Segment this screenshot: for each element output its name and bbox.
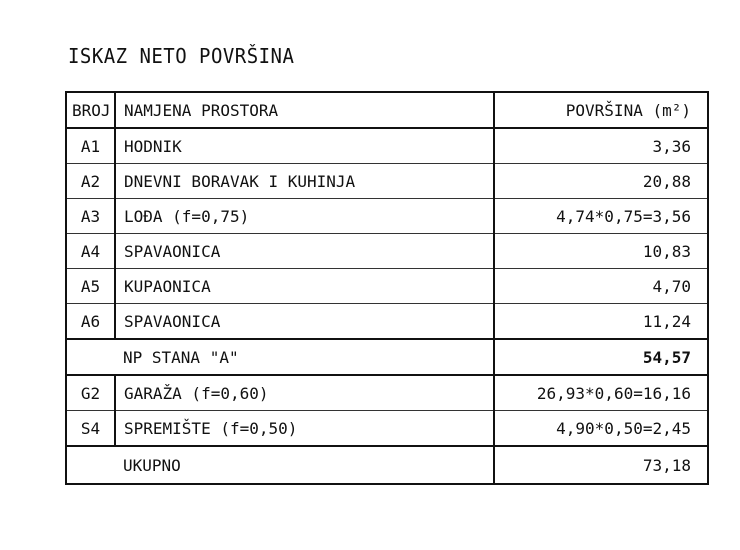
header-no: BROJ	[66, 92, 115, 128]
total-label: UKUPNO	[115, 446, 494, 484]
table-row	[66, 164, 708, 199]
total-area: 73,18	[494, 446, 708, 484]
header-name: NAMJENA PROSTORA	[115, 92, 494, 128]
table-row	[66, 375, 708, 411]
row-area: 20,88	[494, 164, 708, 199]
row-no: A1	[66, 128, 115, 164]
subtotal-empty-cell	[66, 339, 115, 375]
row-name: LOĐA (f=0,75)	[115, 199, 494, 234]
row-area: 3,36	[494, 128, 708, 164]
table-header-row	[66, 92, 708, 128]
table-row	[66, 128, 708, 164]
table-row	[66, 269, 708, 304]
row-area: 26,93*0,60=16,16	[494, 375, 708, 411]
row-no: A6	[66, 304, 115, 340]
row-name: SPAVAONICA	[115, 234, 494, 269]
total-row	[66, 446, 708, 484]
row-name: KUPAONICA	[115, 269, 494, 304]
table-row	[66, 411, 708, 447]
row-area: 4,90*0,50=2,45	[494, 411, 708, 447]
row-name: GARAŽA (f=0,60)	[115, 375, 494, 411]
total-empty-cell	[66, 446, 115, 484]
row-area: 11,24	[494, 304, 708, 340]
table-row	[66, 199, 708, 234]
row-no: S4	[66, 411, 115, 447]
row-name: SPAVAONICA	[115, 304, 494, 340]
row-no: A5	[66, 269, 115, 304]
row-name: HODNIK	[115, 128, 494, 164]
area-table	[65, 91, 709, 485]
row-area: 4,74*0,75=3,56	[494, 199, 708, 234]
page-title: ISKAZ NETO POVRŠINA	[68, 44, 295, 68]
row-area: 10,83	[494, 234, 708, 269]
row-no: A2	[66, 164, 115, 199]
subtotal-area: 54,57	[494, 339, 708, 375]
row-no: G2	[66, 375, 115, 411]
header-area: POVRŠINA (m²)	[494, 92, 708, 128]
row-area: 4,70	[494, 269, 708, 304]
subtotal-label: NP STANA "A"	[115, 339, 494, 375]
table-row	[66, 304, 708, 340]
row-name: DNEVNI BORAVAK I KUHINJA	[115, 164, 494, 199]
row-no: A4	[66, 234, 115, 269]
row-no: A3	[66, 199, 115, 234]
subtotal-row	[66, 339, 708, 375]
row-name: SPREMIŠTE (f=0,50)	[115, 411, 494, 447]
table-row	[66, 234, 708, 269]
